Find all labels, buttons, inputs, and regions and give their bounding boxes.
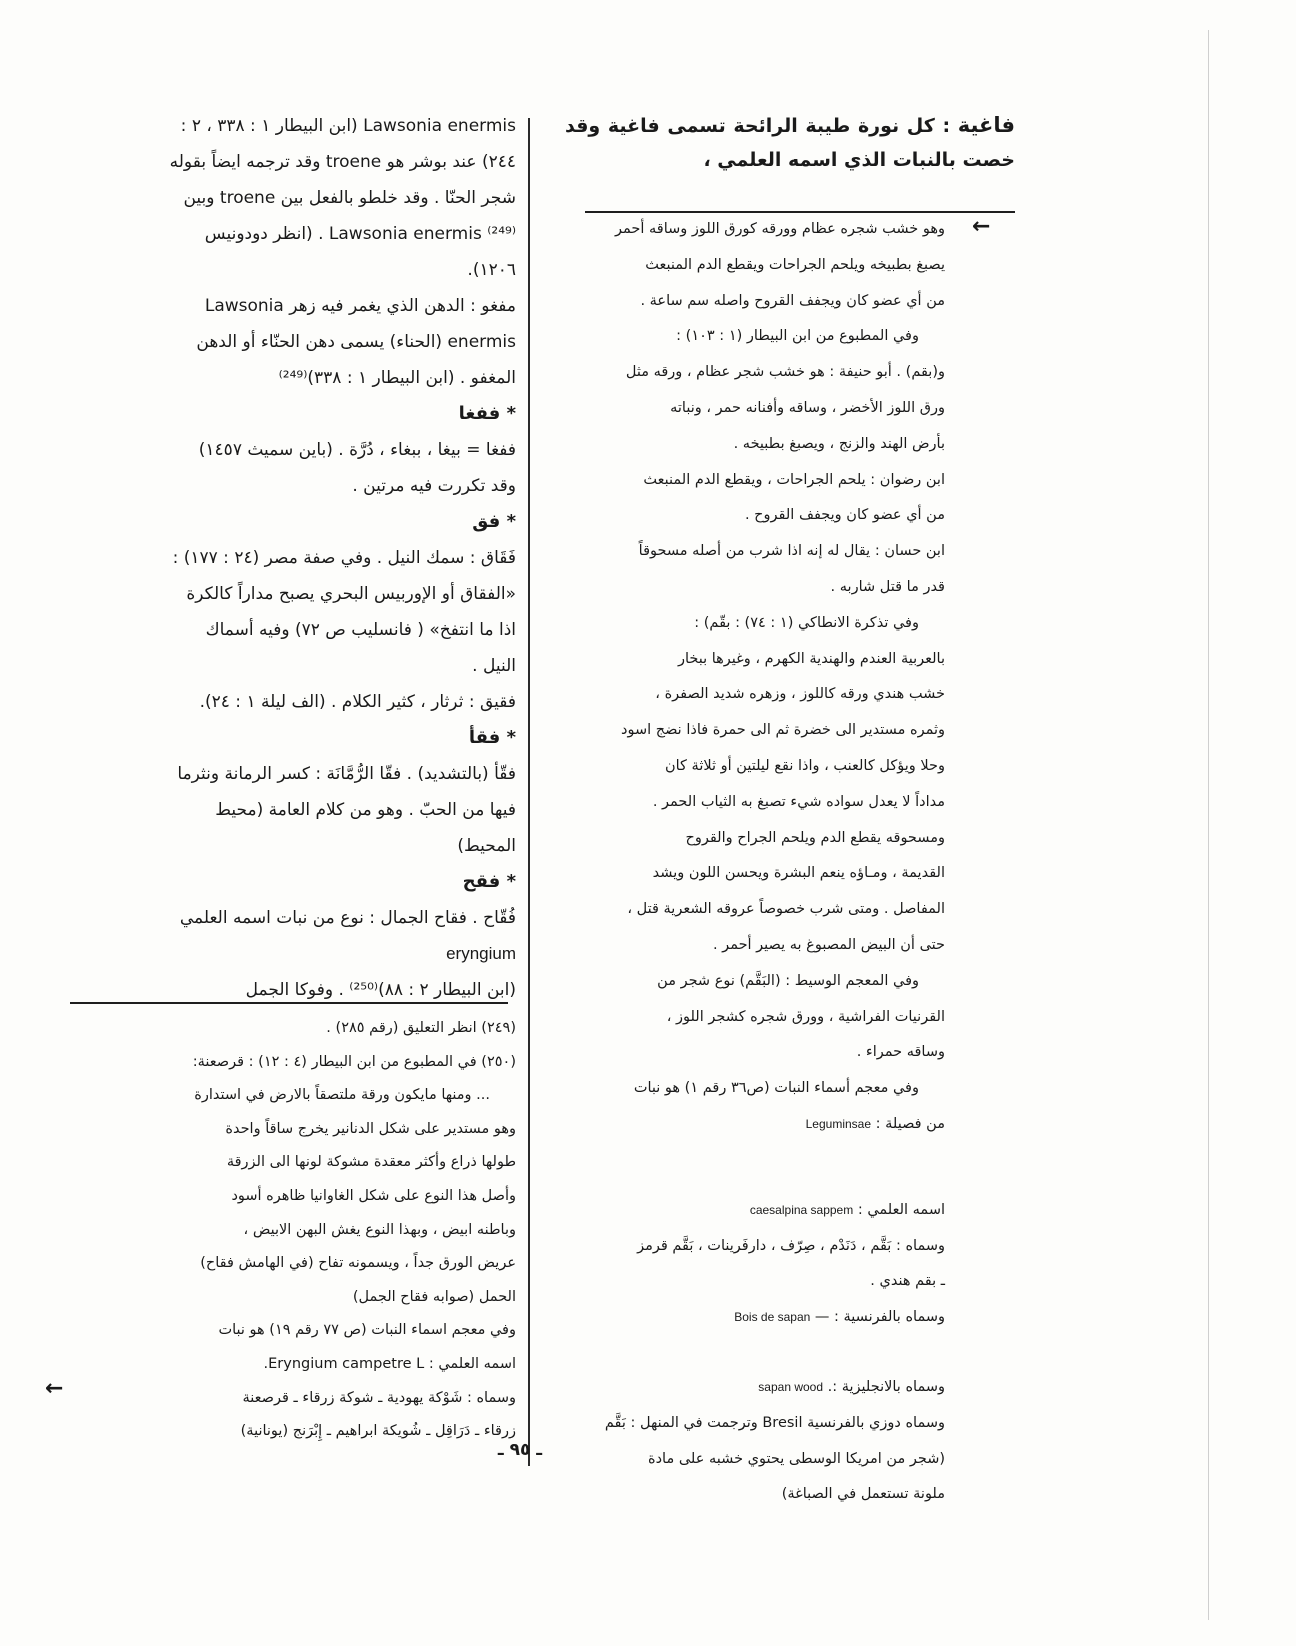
- text-line: من أي عضو كان ويجفف القروح واصله سم ساعة .: [640, 292, 945, 309]
- text-line: مفغو : الدهن الذي يغمر فيه زهر Lawsonia: [204, 296, 516, 316]
- text-line: فقّأ (بالتشديد) . فقّا الرُّمَّانَة : كسر الرمانة ونثرما: [177, 764, 516, 784]
- text-line: Lawsonia enermis ⁽²⁴⁹⁾ . (انظر دودونيس: [204, 224, 516, 244]
- text-line: وثمره مستدير الى خضرة ثم الى حمرة فاذا نضج اسود: [621, 722, 945, 739]
- text-line: وهو خشب شجره عظام وورقه كورق اللوز وساقه أحمر: [615, 221, 945, 237]
- text-line: وقد تكررت فيه مرتين .: [352, 476, 516, 496]
- root-heading-faq: * فق: [472, 511, 516, 532]
- text-line: ـ بقم هندي .: [870, 1273, 945, 1290]
- text-line: وسماه : بَقَّم ، دَنَدْم ، صِرّف ، دارفَرينات ، بَقَّم قرمز: [637, 1237, 945, 1254]
- footnote-line: اسمه العلمي : Eryngium campetre L.: [263, 1355, 516, 1372]
- continuation-arrow-left: ←: [45, 1376, 64, 1401]
- footnote-line: وسماه : شَوْكة يهودية ـ شوكة زرقاء ـ قرصعنة: [242, 1389, 516, 1406]
- footnote-rule: [70, 1002, 508, 1004]
- text-line: حتى أن البيض المصبوغ به يصير أحمر .: [712, 936, 945, 953]
- text-line: المغفو . (ابن البيطار ١ : ٣٣٨)⁽²⁴⁹⁾: [278, 368, 516, 388]
- english-name-latin: sapan wood: [758, 1379, 824, 1394]
- french-name-latin: Bois de sapan: [734, 1310, 811, 1325]
- text-line: «الفقاق أو الإوربيس البحري يصبح مداراً كالكرة: [186, 584, 516, 604]
- text-line: فُقّاح . فقاح الجمال : نوع من نبات اسمه العلمي: [179, 908, 516, 928]
- left-column-text: [68, 108, 516, 1008]
- text-line: enermis (الحناء) يسمى دهن الحنّاء أو الدهن: [196, 332, 516, 352]
- text-line: ١٢٠٦).: [467, 260, 516, 280]
- headword-faghiya: فاغية: [957, 113, 1015, 137]
- text-line: (شجر من امريكا الوسطى يحتوي خشبه على مادة: [648, 1450, 945, 1467]
- text-line: [565, 1193, 945, 1229]
- text-line: النيل .: [472, 656, 516, 676]
- footnote-line: زرقاء ـ دَرَاقِل ـ شُويكة ابراهيم ـ إِبْرَنج (يونانية): [240, 1423, 516, 1440]
- left-column: [68, 108, 516, 1008]
- family-latin: Leguminsae: [805, 1116, 872, 1131]
- text-line: وفي المطبوع من ابن البيطار (١ : ١٠٣) :: [676, 328, 919, 345]
- text-line: ورق اللوز الأخضر ، وساقه وأفنانه حمر ، ونباته: [670, 399, 945, 416]
- continuation-arrow-right: ←: [972, 214, 991, 239]
- text-line: بالعربية العندم والهندية الكهرم ، وغيرها ببخار: [677, 650, 945, 667]
- text-line: القرنيات الفراشية ، وورق شجره كشجر اللوز ،: [666, 1008, 945, 1025]
- family-label: من فصيلة :: [875, 1115, 945, 1132]
- text-line: وفي معجم أسماء النبات (ص٣٦ رقم ١) هو نبات: [633, 1080, 919, 1097]
- text-line: [565, 1107, 945, 1143]
- text-line: ملونة تستعمل في الصباغة): [781, 1486, 945, 1503]
- text-line: فَقَاق : سمك النيل . وفي صفة مصر (٢٤ : ١٧٧) :: [172, 548, 516, 568]
- spacer: [565, 1143, 945, 1193]
- text-line: القديمة ، ومـاؤه ينعم البشرة ويحسن اللون ويشد: [652, 865, 945, 882]
- scientific-name-label: اسمه العلمي :: [857, 1201, 945, 1218]
- text-line: ٢٤٤) عند بوشر هو troene وقد ترجمه ايضاً بقوله: [169, 152, 516, 172]
- text-line: خشب هندي ورقه كاللوز ، وزهره شديد الصفرة ،: [655, 686, 945, 703]
- text-line: ابن رضوان : يلحم الجراحات ، ويقطع الدم المنبعث: [643, 471, 945, 488]
- text-line: وساقه حمراء .: [856, 1044, 945, 1061]
- text-line: (ابن البيطار ٢ : ٨٨)⁽²⁵⁰⁾ . وفوكا الجمل: [245, 980, 516, 1000]
- english-name-label: وسماه بالانجليزية :.: [827, 1378, 945, 1395]
- text-line: شجر الحنّا . وقد خلطو بالفعل بين troene وبين: [183, 188, 516, 208]
- footnote-line: (٢٤٩) انظر التعليق (رقم ٢٨٥) .: [326, 1020, 516, 1036]
- footnote-line: عريض الورق جداً ، ويسمونه تفاح (في الهامش فقاح): [200, 1255, 516, 1272]
- page-number: ـ ٩٥ ـ: [497, 1440, 543, 1460]
- spacer: [565, 1336, 945, 1370]
- faghiya-definition: [565, 108, 1015, 177]
- text-line: و(بقم) . أبو حنيفة : هو خشب شجر عظام ، ورقه مثل: [625, 364, 945, 381]
- footnote-line: الحمل (صوابه فقاح الجمل): [352, 1288, 516, 1305]
- text-line: ومسحوقه يقطع الدم ويلحم الجراح والقروح: [685, 829, 945, 846]
- text-line: فقيق : ثرثار ، كثير الكلام . (الف ليلة ١ : ٢٤).: [199, 692, 516, 712]
- root-heading-faqah: * فقح: [462, 871, 516, 892]
- footnote-line: ... ومنها مايكون ورقة ملتصقاً بالارض في استدارة: [194, 1087, 490, 1104]
- footnote-line: وباطنه ابيض ، وبهذا النوع يغش البهن الابيض ،: [243, 1221, 516, 1238]
- footnotes: [68, 1012, 516, 1449]
- footnote-line: (٢٥٠) في المطبوع من ابن البيطار (٤ : ١٢) : قرصعنة:: [192, 1053, 516, 1070]
- text-line: وحلا ويؤكل كالعنب ، واذا نقع ليلتين أو ثلاثة كان: [664, 757, 945, 774]
- french-name-label: وسماه بالفرنسية : —: [814, 1309, 945, 1326]
- footnote-line: وفي معجم اسماء النبات (ص ٧٧ رقم ١٩) هو نبات: [218, 1322, 516, 1339]
- text-line: يصبغ بطبيخه ويلحم الجراحات ويقطع الدم المنبعث: [645, 256, 945, 273]
- root-heading-faqa: * فقأ: [468, 727, 516, 748]
- text-line: وسماه دوزي بالفرنسية Bresil وترجمت في المنهل : بَقَّم: [604, 1414, 945, 1431]
- scientific-name-latin: caesalpina sappem: [749, 1202, 854, 1217]
- text-line: المحيط): [457, 836, 516, 856]
- column-divider: [528, 118, 530, 1466]
- text-line-latin: eryngium: [446, 944, 516, 963]
- text-line: مداداً لا يعدل سواده شيء تصبغ به الثياب الحمر .: [652, 793, 945, 810]
- text-line: [565, 1300, 945, 1336]
- text-line: [565, 1370, 945, 1406]
- margin-line: [1208, 30, 1209, 1620]
- text-line: وفي المعجم الوسيط : (البَقَّم) نوع شجر من: [657, 972, 919, 989]
- faghiya-text: : كل نورة طيبة الرائحة تسمى فاغية وقد خصت بالنبات الذي اسمه العلمي ،: [565, 115, 1015, 171]
- right-column-body: [565, 212, 945, 1513]
- text-line: فيها من الحبّ . وهو من كلام العامة (محيط: [215, 800, 516, 820]
- text-line: ففغا = بيغا ، ببغاء ، دُرَّة . (باين سميث ١٤٥٧): [198, 440, 516, 460]
- text-line: Lawsonia enermis (ابن البيطار ١ : ٣٣٨ ، ٢ :: [180, 116, 516, 136]
- right-column: [565, 108, 1015, 177]
- footnote-line: طولها ذراع وأكثر معقدة مشوكة لونها الى الزرقة: [226, 1154, 516, 1171]
- text-line: وفي تذكرة الانطاكي (١ : ٧٤) : بقّم) :: [694, 614, 919, 631]
- text-line: ابن حسان : يقال له إنه اذا شرب من أصله مسحوقاً: [638, 543, 945, 560]
- text-line: المفاصل . ومتى شرب خصوصاً عروقه الشعرية قتل ،: [627, 901, 945, 918]
- footnote-line: وهو مستدير على شكل الدنانير يخرج ساقاً واحدة: [225, 1120, 516, 1137]
- footnote-line: وأصل هذا النوع على شكل الغاوانيا ظاهره أسود: [231, 1187, 516, 1204]
- text-line: اذا ما انتفخ» ( فانسليب ص ٧٢) وفيه أسماك: [205, 620, 516, 640]
- baqqam-text: [565, 212, 945, 1513]
- text-line: بأرض الهند والزنج ، ويصبغ بطبيخه .: [733, 435, 945, 452]
- text-line: من أي عضو كان ويجفف القروح .: [744, 507, 945, 524]
- root-heading-faghfagha: * ففغا: [458, 403, 516, 424]
- text-line: قدر ما قتل شاربه .: [830, 578, 945, 595]
